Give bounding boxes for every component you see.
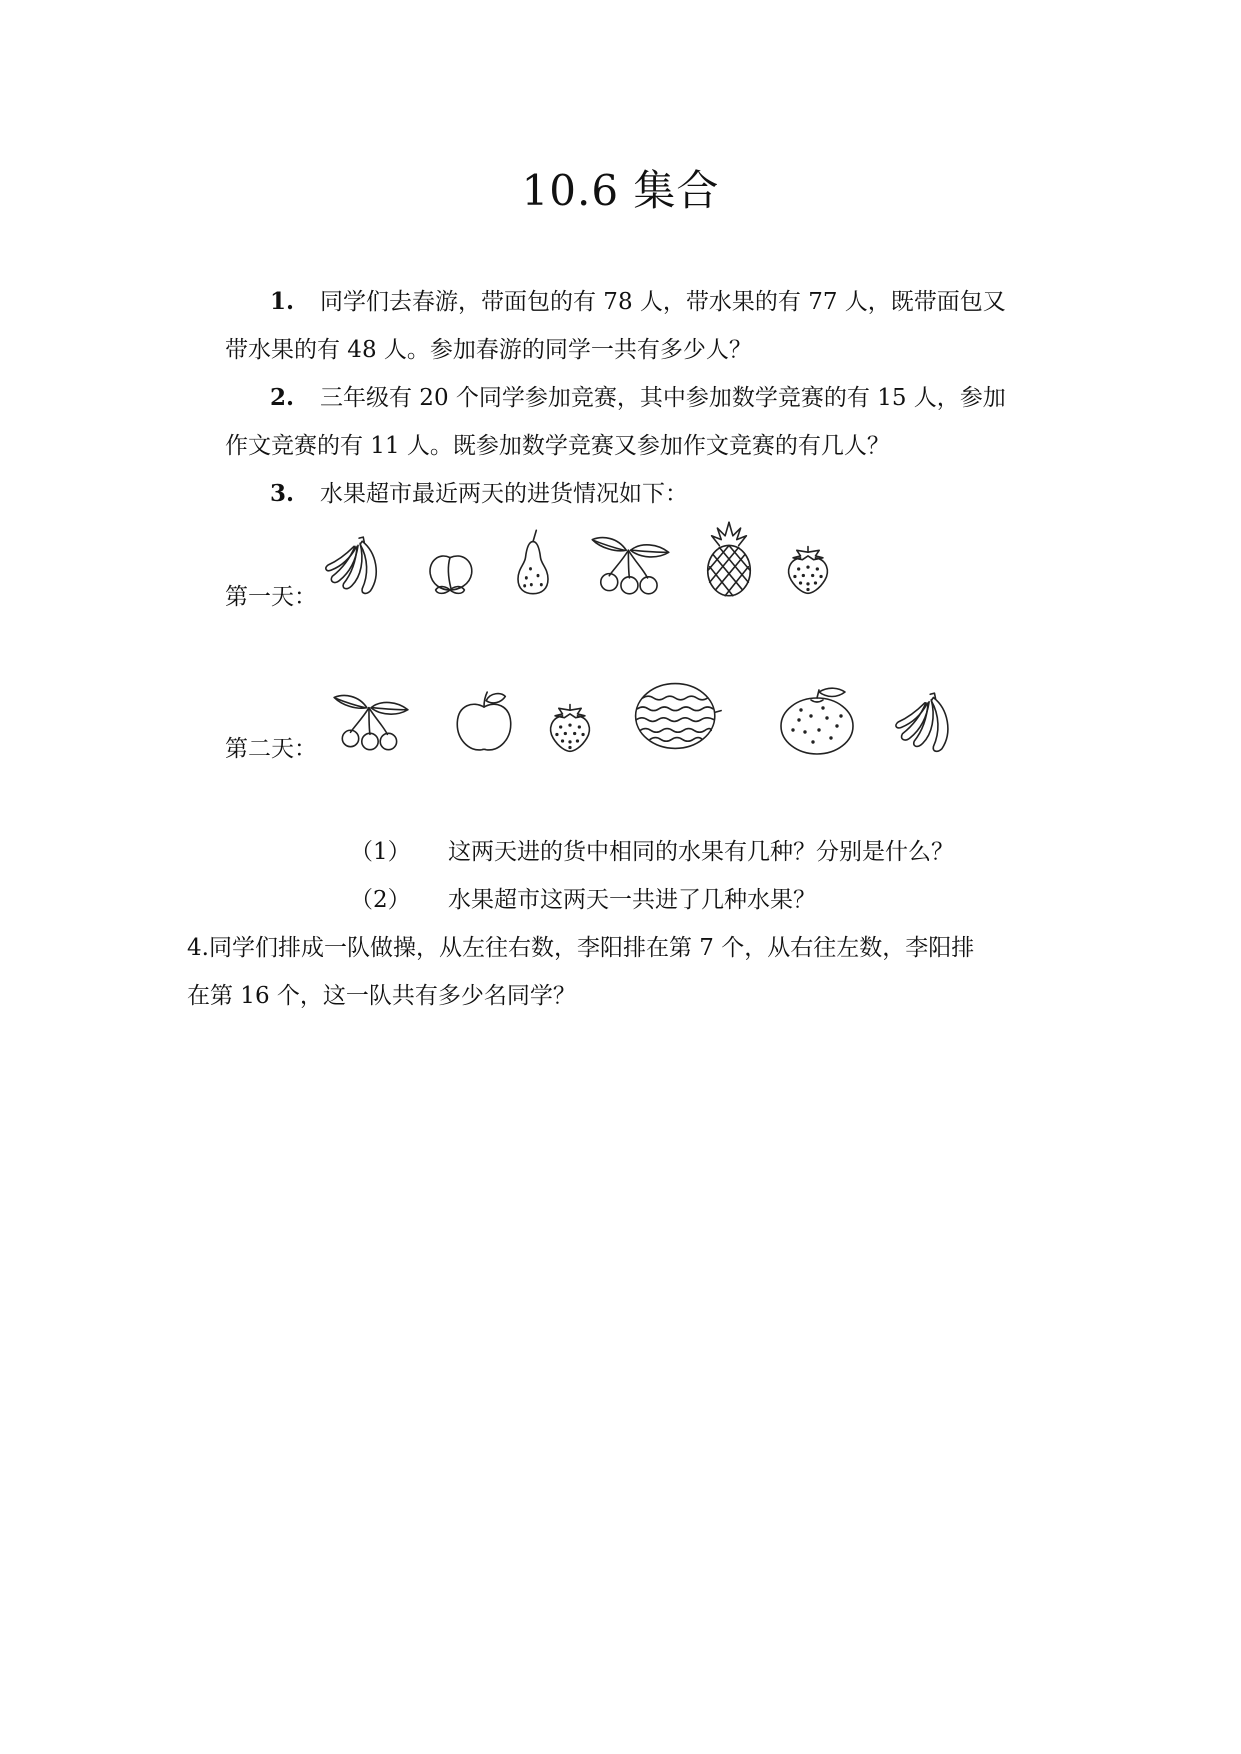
sub-question-1-text: 这两天进的货中相同的水果有几种？分别是什么？ xyxy=(448,839,954,865)
pineapple-icon xyxy=(700,520,758,598)
sub-question-1 xyxy=(350,836,954,868)
apple-icon xyxy=(452,688,516,756)
question-3-number: 3. xyxy=(270,480,295,507)
question-1-line-2: 带水果的有 48 人。参加春游的同学一共有多少人？ xyxy=(225,337,752,363)
sub-question-2 xyxy=(350,884,816,916)
watermelon-icon xyxy=(632,680,722,752)
sub-question-1-number: （1） xyxy=(350,839,411,865)
question-3-text-1: 水果超市最近两天的进货情况如下： xyxy=(320,481,688,507)
question-4-line-1: 4.同学们排成一队做操，从左往右数，李阳排在第 7 个，从右往左数，李阳排 xyxy=(187,935,975,961)
strawberry-icon xyxy=(780,538,836,600)
cherry-icon xyxy=(330,688,412,752)
question-1-number: 1. xyxy=(270,288,295,315)
banana-icon xyxy=(895,688,959,756)
banana-icon xyxy=(325,532,387,598)
question-2-line-2: 作文竞赛的有 11 人。既参加数学竞赛又参加作文竞赛的有几人？ xyxy=(225,433,890,459)
sub-question-2-number: （2） xyxy=(350,887,411,913)
question-2-number: 2. xyxy=(270,384,295,411)
orange-icon xyxy=(776,686,858,756)
question-1-text-1: 同学们去春游，带面包的有 78 人，带水果的有 77 人，既带面包又 xyxy=(320,289,1006,315)
pear-icon xyxy=(508,528,558,596)
question-3-line-1 xyxy=(270,478,688,510)
peach-icon xyxy=(422,545,478,599)
question-2-text-1: 三年级有 20 个同学参加竞赛，其中参加数学竞赛的有 15 人，参加 xyxy=(320,385,1006,411)
question-4-line-2: 在第 16 个，这一队共有多少名同学？ xyxy=(187,983,576,1009)
question-1-line-1 xyxy=(270,286,1006,318)
strawberry-icon xyxy=(542,696,598,758)
cherry-icon xyxy=(588,530,673,596)
page-title: 10.6 集合 xyxy=(521,166,720,215)
day-2-label: 第二天： xyxy=(225,736,317,762)
day-1-label: 第一天： xyxy=(225,584,317,610)
sub-question-2-text: 水果超市这两天一共进了几种水果？ xyxy=(448,887,816,913)
question-2-line-1 xyxy=(270,382,1006,414)
